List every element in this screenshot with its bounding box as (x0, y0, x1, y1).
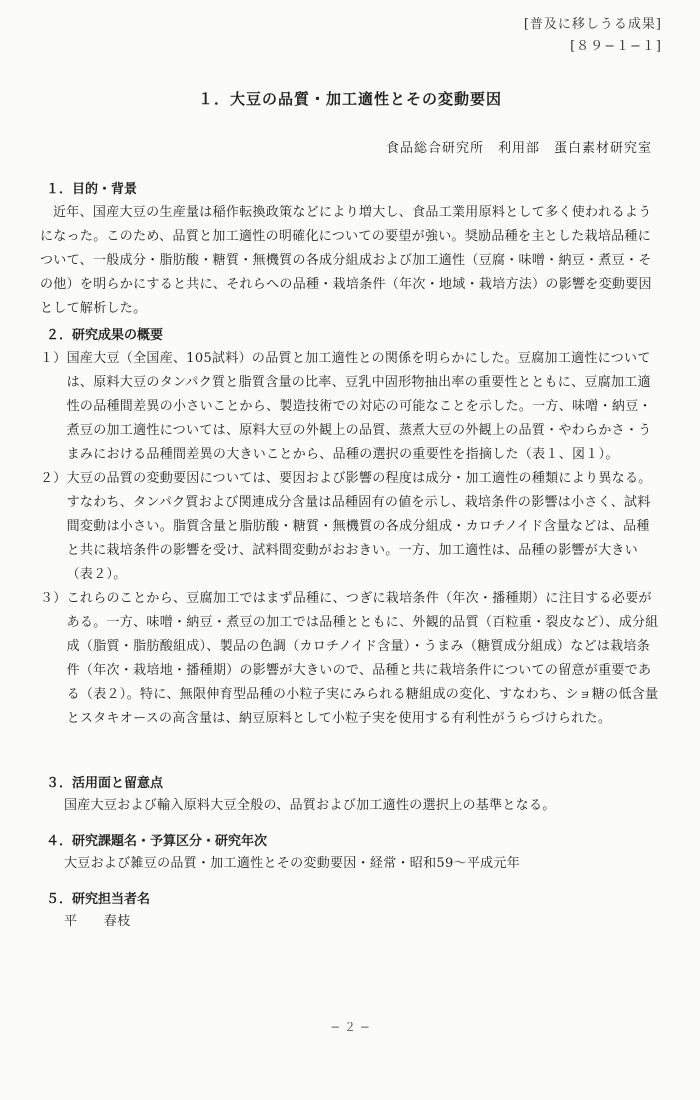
section-heading: ４．研究課題名・予算区分・研究年次 (46, 834, 268, 849)
item-number: １） (40, 351, 67, 366)
result-category-label: [普及に移しうる成果] (523, 17, 662, 32)
item-text: これらのことから、豆腐加工ではまず品種に、つぎに栽培条件（年次・播種期）に注目する必要がある。一方、味噌・納豆・煮豆の加工では品種とともに、外観的品質（百粒重・裂皮など）、成分組成（脂質・脂肪酸組成）、製品の色調（カロチノイド含量）・うまみ（糖質成分組成）などは栽培条件（年次・栽培地・播種期）の影響が大きいので、品種と共に栽培条件についての留意が重要である（表２）。特に、無限伸育型品種の小粒子実にみられる糖組成の変化、すなわち、ショ糖の低含量とスタキオースの高含量は、納豆原料として小粒子実を使用する有利性がうらづけられた。 (66, 591, 659, 726)
result-category-tag (524, 14, 662, 58)
list-item (40, 347, 660, 467)
researcher-name: 平 春枝 (64, 914, 131, 929)
list-item (40, 587, 660, 731)
section-application (40, 772, 660, 817)
section-heading: ５．研究担当者名 (46, 892, 151, 907)
item-number: ３） (40, 591, 67, 606)
list-item (40, 467, 660, 587)
section-purpose (40, 178, 660, 321)
section-body: 大豆および雑豆の品質・加工適性とその変動要因・経常・昭和59～平成元年 (64, 856, 521, 871)
section-heading: ２．研究成果の概要 (46, 328, 164, 343)
section-project (40, 830, 660, 875)
section-body: 近年、国産大豆の生産量は稲作転換政策などにより増大し、食品工業用原料として多く使われるようになった。このため、品質と加工適性の明確化についての要望が強い。奨励品種を主とした栽培品種について、一般成分・脂肪酸・糖質・無機質の各成分組成および加工適性（豆腐・味噌・納豆・煮豆・その他）を明らかにすると共に、それらへの品種・栽培条件（年次・地域・栽培方法）の影響を変動要因として解析した。 (40, 205, 652, 316)
item-text: 国産大豆（全国産、105試料）の品質と加工適性との関係を明らかにした。豆腐加工適性については、原料大豆のタンパク質と脂質含量の比率、豆乳中固形物抽出率の重要性とともに、豆腐加工適性の品種間差異の小さいことから、製造技術での対応の可能なことを示した。一方、味噌・納豆・煮豆の加工適性については、原料大豆の外観上の品質、蒸煮大豆の外観上の品質・やわらかさ・うまみにおける品種間差異の大きいことから、品種の選択の重要性を指摘した（表１、図１）。 (66, 351, 652, 462)
section-heading: ３．活用面と留意点 (46, 776, 164, 791)
page-title: １．大豆の品質・加工適性とその変動要因 (197, 90, 502, 108)
affiliation: 食品総合研究所 利用部 蛋白素材研究室 (385, 141, 652, 156)
section-body: 国産大豆および輸入原料大豆全般の、品質および加工適性の選択上の基準となる。 (64, 798, 556, 813)
section-researchers (40, 888, 660, 933)
page-number: − ２ − (330, 1020, 370, 1034)
section-heading: １．目的・背景 (46, 182, 138, 197)
item-number: ２） (40, 471, 67, 486)
section-results (40, 324, 660, 731)
result-code: [８９−１−１] (570, 39, 662, 54)
item-text: 大豆の品質の変動要因については、要因および影響の程度は成分・加工適性の種類により異なる。すなわち、タンパク質および関連成分含量は品種固有の値を示し、栽培条件の影響は小さく、試料間変動は小さい。脂質含量と脂肪酸・糖質・無機質の各成分組成・カロチノイド含量などは、品種と共に栽培条件の影響を受け、試料間変動がおおきい。一方、加工適性は、品種の影響が大きい（表２）。 (66, 471, 652, 582)
